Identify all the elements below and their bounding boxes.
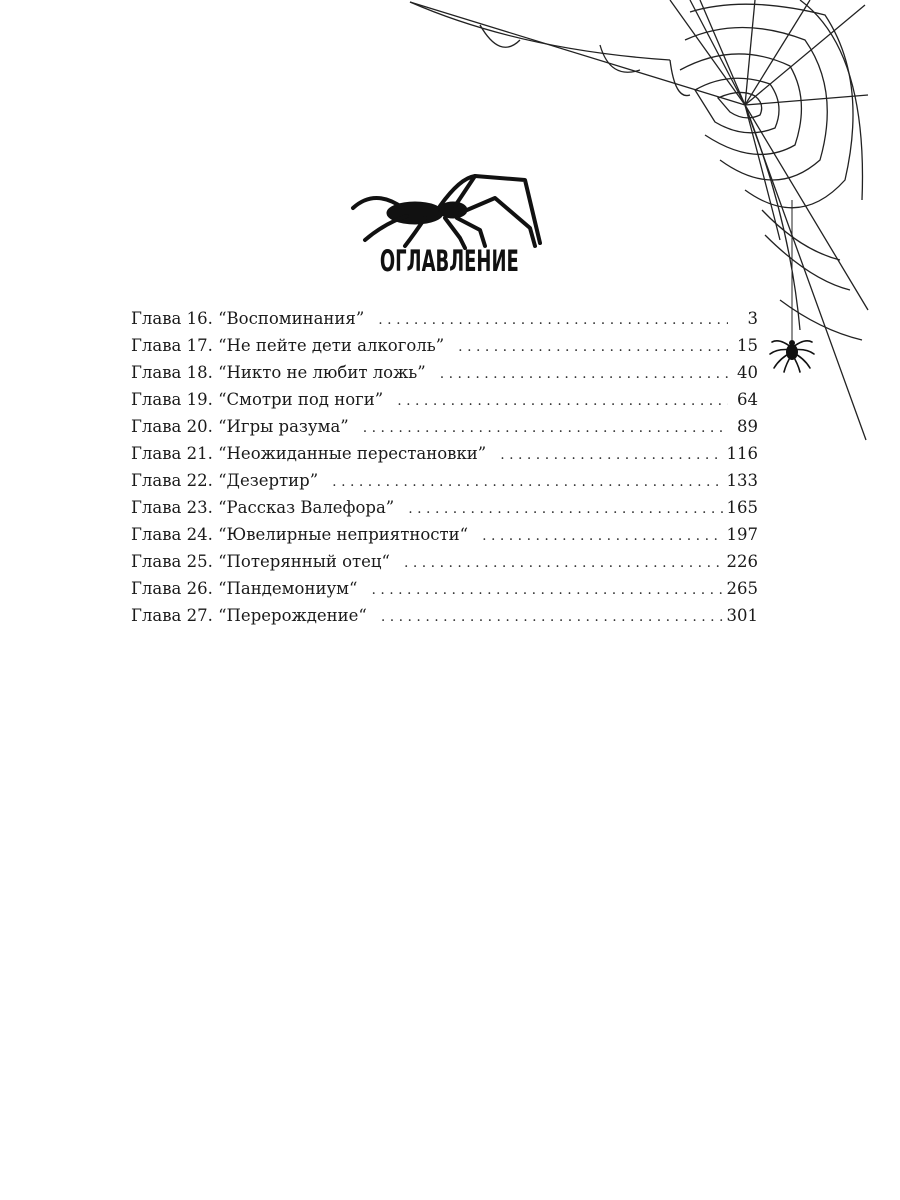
toc-entry-title: Глава 21. “Неожиданные перестановки” [131,444,487,463]
toc-entry-title: Глава 17. “Не пейте дети алкоголь” [131,336,445,355]
toc-leader-dots [500,442,722,469]
toc-entry-page: 116 [726,444,758,463]
toc-entry-page: 15 [737,336,758,355]
toc-entry[interactable] [131,332,758,359]
toc-entry-page: 265 [726,579,758,598]
toc-leader-dots [482,523,722,550]
toc-leader-dots [378,307,728,334]
toc-entry-title: Глава 24. “Ювелирные неприятности“ [131,525,469,544]
toc-entry-title: Глава 23. “Рассказ Валефора” [131,498,395,517]
toc-entry-title: Глава 18. “Никто не любит ложь” [131,363,426,382]
toc-entry-title: Глава 20. “Игры разума” [131,417,349,436]
toc-entry-page: 133 [726,471,758,490]
toc-entry[interactable] [131,440,758,467]
toc-entry-title: Глава 22. “Дезертир” [131,471,319,490]
toc-leader-dots [440,361,728,388]
toc-leader-dots [404,550,723,577]
toc-entry-page: 226 [726,552,758,571]
spider-icon [345,168,550,250]
toc-entry[interactable] [131,413,758,440]
toc-entry[interactable] [131,494,758,521]
toc-leader-dots [381,604,723,631]
toc-entry-page: 89 [737,417,758,436]
toc-leader-dots [408,496,722,523]
toc-entry[interactable] [131,602,758,629]
toc-leader-dots [363,415,728,442]
toc-leader-dots [397,388,728,415]
page-title: ОГЛАВЛЕНИЕ [379,244,519,278]
toc-leader-dots [458,334,728,361]
toc-entry[interactable] [131,386,758,413]
toc-entry-page: 64 [737,390,758,409]
toc-entry-title: Глава 19. “Смотри под ноги” [131,390,384,409]
toc-entry-page: 301 [726,606,758,625]
hanging-spider-icon [768,330,816,374]
toc-entry-title: Глава 27. “Перерождение“ [131,606,367,625]
toc-entry-title: Глава 26. “Пандемониум“ [131,579,358,598]
toc-entry[interactable] [131,359,758,386]
toc-entry-page: 3 [747,309,758,328]
toc-entry-page: 197 [726,525,758,544]
table-of-contents [131,305,758,629]
toc-entry-page: 165 [726,498,758,517]
toc-entry[interactable] [131,548,758,575]
toc-entry[interactable] [131,305,758,332]
toc-entry[interactable] [131,467,758,494]
toc-leader-dots [371,577,722,604]
toc-entry-title: Глава 16. “Воспоминания” [131,309,365,328]
toc-leader-dots [332,469,722,496]
toc-entry[interactable] [131,575,758,602]
toc-entry-page: 40 [737,363,758,382]
toc-entry[interactable] [131,521,758,548]
toc-entry-title: Глава 25. “Потерянный отец“ [131,552,390,571]
